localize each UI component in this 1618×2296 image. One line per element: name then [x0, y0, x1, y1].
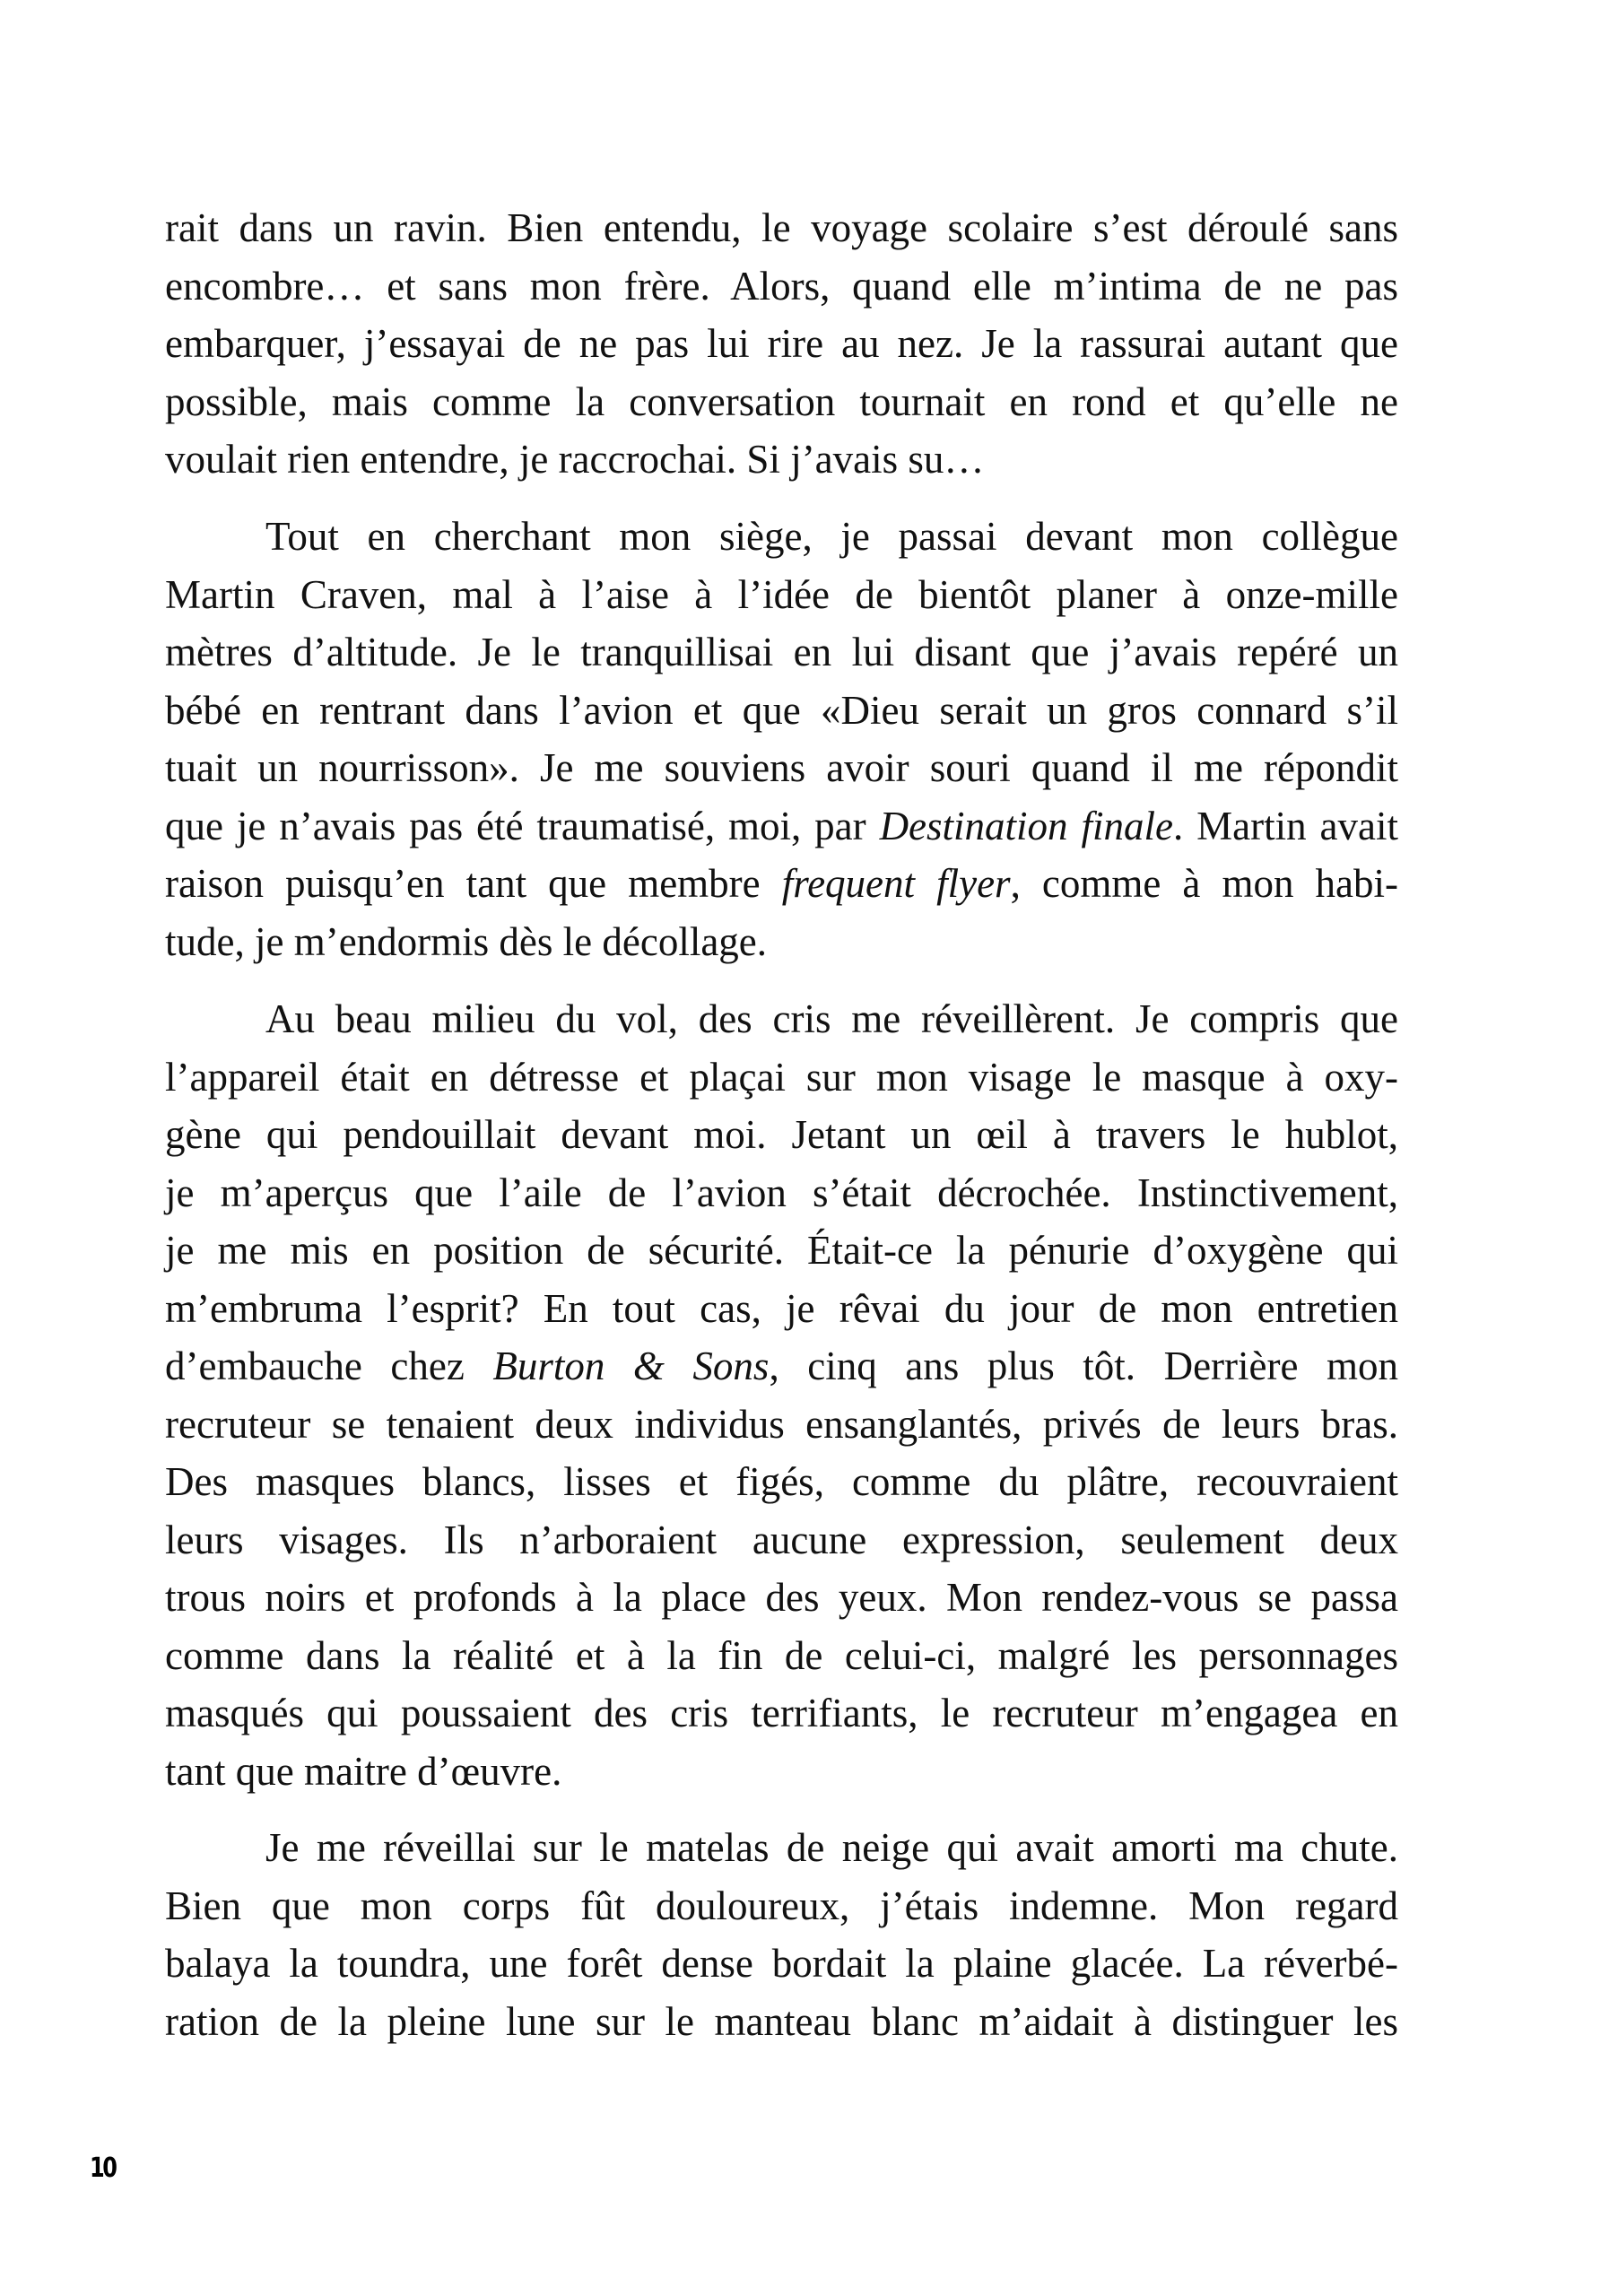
text-line: voulait rien entendre, je raccrochai. Si j’avais su… — [165, 437, 985, 482]
text-line: l’appareil était en détresse et plaçai sur mon visage le masque à oxy- — [165, 1054, 1398, 1100]
text-line: Des masques blancs, lisses et figés, comme du plâtre, recouvraient — [165, 1459, 1398, 1504]
text-line: balaya la toundra, une forêt dense bordait la plaine glacée. La réverbé- — [165, 1941, 1398, 1986]
text-line: gène qui pendouillait devant moi. Jetant un œil à travers le hublot, — [165, 1112, 1398, 1157]
text-line: leurs visages. Ils n’arboraient aucune expression, seulement deux — [165, 1517, 1398, 1562]
text-line: Martin Craven, mal à l’aise à l’idée de bientôt planer à onze-mille — [165, 571, 1398, 617]
italic-title: frequent flyer — [781, 861, 1011, 906]
italic-title: Burton & Sons — [492, 1344, 770, 1388]
text-line: ration de la pleine lune sur le manteau blanc m’aidait à distinguer les — [165, 1998, 1398, 2044]
text-line: masqués qui poussaient des cris terrifiants, le recruteur m’engagea en — [165, 1691, 1398, 1735]
paragraph-1 — [165, 199, 1398, 489]
paragraph-2 — [165, 508, 1398, 970]
text-line: recruteur se tenaient deux individus ensanglantés, privés de leurs bras. — [165, 1401, 1398, 1447]
text-line: m’embruma l’esprit? En tout cas, je rêvai du jour de mon entretien — [165, 1285, 1398, 1331]
text-line: Tout en cherchant mon siège, je passai devant mon collègue — [265, 514, 1398, 559]
paragraph-3 — [165, 990, 1398, 1800]
text-line: Au beau milieu du vol, des cris me réveillèrent. Je compris que — [265, 996, 1398, 1041]
text-line: bébé en rentrant dans l’avion et que «Dieu serait un gros connard s’il — [165, 687, 1398, 733]
text-line: tant que maitre d’œuvre. — [165, 1748, 562, 1794]
text-line: Je me réveillai sur le matelas de neige qui avait amorti ma chute. — [265, 1825, 1398, 1870]
text-line: possible, mais comme la conversation tournait en rond et qu’elle ne — [165, 378, 1398, 424]
text-line: que je n’avais pas été traumatisé, moi, par Destination finale. Martin avait — [165, 803, 1398, 848]
text-line: mètres d’altitude. Je le tranquillisai en lui disant que j’avais repéré un — [165, 630, 1398, 674]
italic-title: Destination finale — [879, 803, 1173, 848]
page-number: 10 — [90, 2152, 116, 2184]
text-line: tuait un nourrisson». Je me souviens avoir souri quand il me répondit — [165, 745, 1398, 790]
paragraph-4 — [165, 1819, 1398, 2050]
text-line: embarquer, j’essayai de ne pas lui rire au nez. Je la rassurai autant que — [165, 321, 1398, 366]
text-line: comme dans la réalité et à la fin de celui-ci, malgré les personnages — [165, 1632, 1398, 1678]
text-line: raison puisqu’en tant que membre frequent flyer, comme à mon habi- — [165, 861, 1399, 906]
text-line: trous noirs et profonds à la place des yeux. Mon rendez-vous se passa — [165, 1575, 1398, 1620]
text-line: je m’aperçus que l’aile de l’avion s’était décrochée. Instinctivement, — [165, 1170, 1398, 1215]
text-line: Bien que mon corps fût douloureux, j’étais indemne. Mon regard — [165, 1883, 1398, 1928]
text-line: encombre… et sans mon frère. Alors, quand elle m’intima de ne pas — [165, 263, 1398, 309]
text-line: je me mis en position de sécurité. Était-ce la pénurie d’oxygène qui — [165, 1228, 1398, 1273]
text-line: tude, je m’endormis dès le décollage. — [165, 918, 768, 964]
text-line: d’embauche chez Burton & Sons, cinq ans plus tôt. Derrière mon — [165, 1344, 1398, 1388]
text-line: rait dans un ravin. Bien entendu, le voyage scolaire s’est déroulé sans — [165, 205, 1398, 250]
